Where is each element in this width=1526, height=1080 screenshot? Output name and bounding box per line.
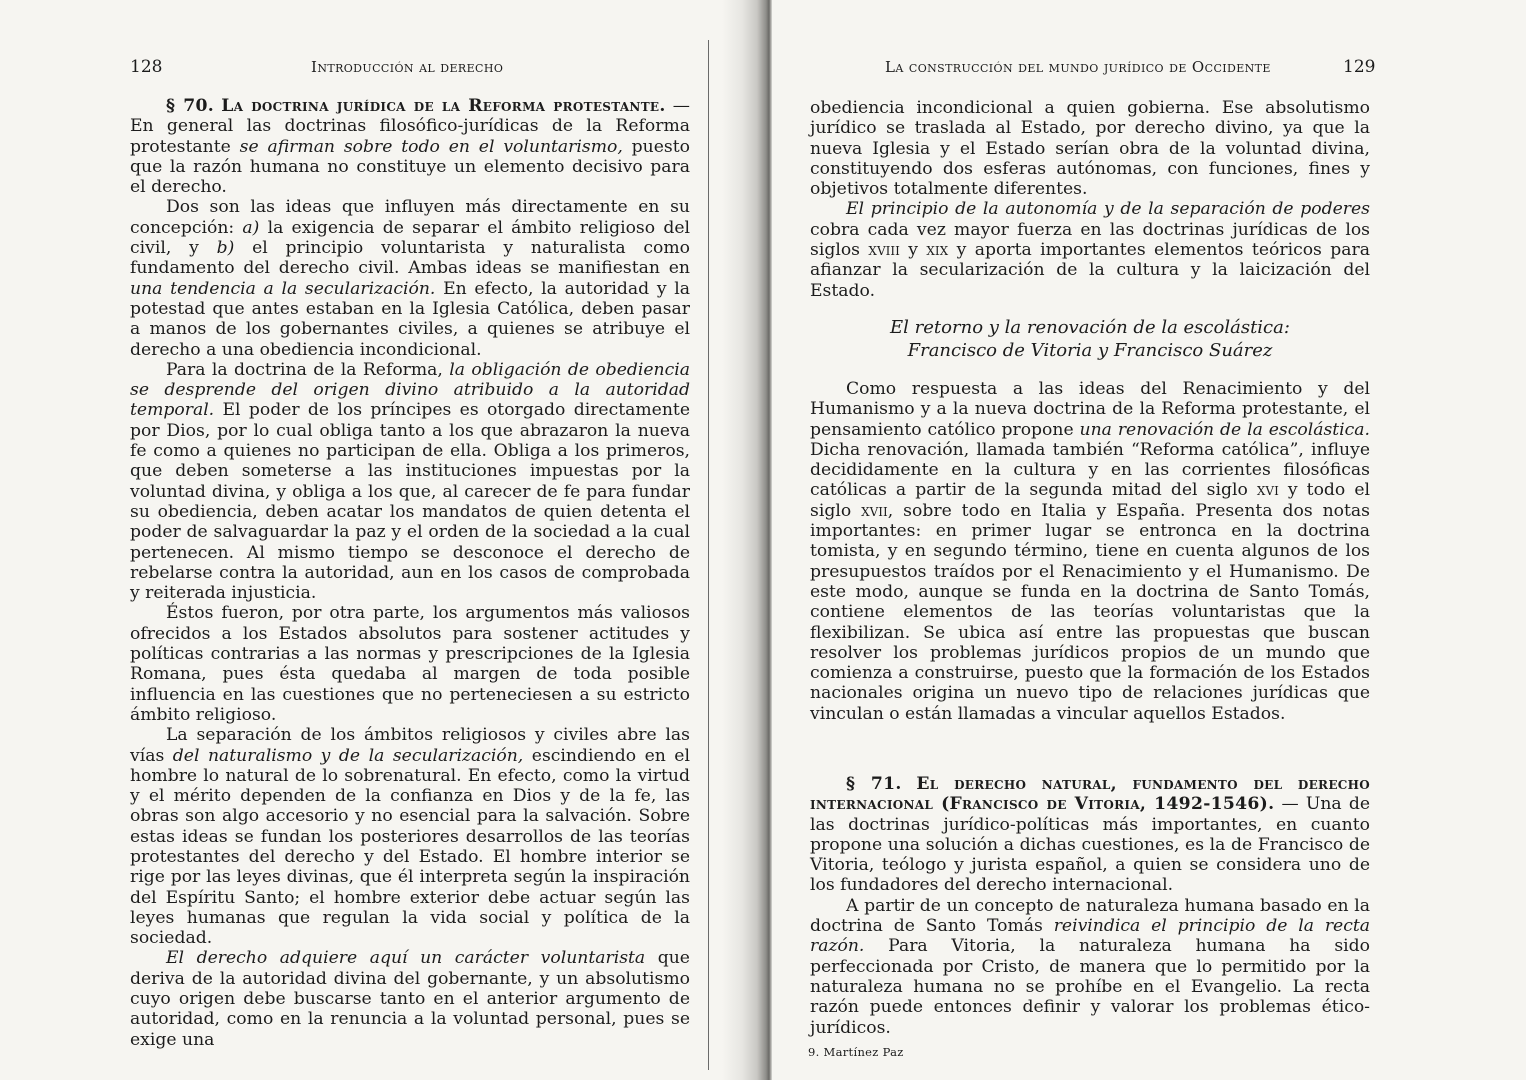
section-71-dash: — [1274,794,1306,815]
right-p3-c: y todo el siglo [810,480,1371,521]
left-p5-em: del naturalismo y de la secularización, [172,745,524,766]
left-p2-a-em: a) [242,217,260,238]
right-p3-a: Como respuesta a las ideas del Renacimiento y del Humanismo y a la nueva doctrina de la Reforma protestante, el pensamiento católico propone [810,379,1370,440]
section-71-text: Una de las doctrinas jurídico-políticas más importantes, en cuanto propone una solución a dichas cuestiones, es la de Francisco de Vitoria, teólogo y jurista español, a quien se considera uno de los fundadores del derecho internacional. [810,794,1370,896]
right-paragraph-1: obediencia incondicional a quien gobierna. Ese absolutismo jurídico se traslada al Estado, por derecho divino, ya que la nueva Iglesia y el Estado serían obra de la voluntad divina, constituyendo dos esferas autónomas, con funciones, fines y objetivos totalmente diferentes. [810,98,1370,200]
left-paragraph-3 [130,360,690,604]
right-paragraph-3 [810,379,1370,724]
right-body-text-top [810,98,1370,301]
section-70-number: § 70. [166,96,215,116]
right-p3-century-17: xvii [861,500,888,521]
section-70-paragraph [130,96,690,197]
right-paragraph-2 [810,199,1370,300]
section-70-text-b: puesto que la razón humana no constituye un elemento decisivo para el derecho. [130,136,690,198]
running-header-left: Introducción al derecho [311,58,504,76]
right-p2-and: y [899,240,927,261]
left-p3-em: la obligación de obediencia se desprende del origen divino atribuido a la autoridad temporal. [130,359,690,421]
left-p5-a: La separación de los ámbitos religiosos y civiles abre las vías [130,725,690,766]
left-p6-em: El derecho adquiere aquí un carácter voluntarista [166,948,646,969]
page-number-left: 128 [130,57,163,77]
right-body-text-middle [810,379,1370,724]
section-71-number: § 71. [846,774,902,794]
left-paragraph-5 [130,725,690,948]
left-body-text [130,96,690,1050]
section-70-text-a: En general las doctrinas filosófico-jurídicas de la Reforma protestante [130,116,690,157]
left-p3-b: El poder de los príncipes es otorgado directamente por Dios, por lo cual obliga tanto a los que abrazaron la nueva fe como a quienes no participan de ella. Obliga a los primeros, que deben someterse a las instituciones impuestas por la voluntad divina, y obliga a los que, al carecer de fe para fundar su obediencia, deben acatar los mandatos de quien detenta el poder de salvaguardar la paz y el orden de la sociedad a la cual pertenecen. Al mismo tiempo se desconoce el derecho de rebelarse contra la autoridad, aun en los casos de comprobada y reiterada injusticia. [130,400,690,604]
page-number-right: 129 [1343,57,1376,77]
left-p5-b: escindiendo en el hombre lo natural de lo sobrenatural. En efecto, como la virtud y el mérito dependen de la confianza en Dios y de la fe, las obras son algo accesorio y no esencial para la salvación. Sobre estas ideas se fundan los posteriores desarrollos de las teorías protestantes del derecho y del Estado. El hombre interior se rige por las leyes divinas, que él interpreta según la inspiración del Espíritu Santo; el hombre exterior debe actuar según las leyes humanas que regulan la vida social y política de la sociedad. [130,745,690,949]
left-p6-b: que deriva de la autoridad divina del gobernante, y un absolutismo cuyo origen debe buscarse tanto en el anterior argumento de autoridad, como en la renuncia a la voluntad personal, pues se exige una [130,948,690,1050]
left-page [0,0,722,1080]
page-footer-signature: 9. Martínez Paz [808,1045,904,1059]
running-header-right: La construcción del mundo jurídico de Occidente [885,58,1271,76]
section-71-paragraph [810,774,1370,896]
subsection-title [810,316,1370,362]
section-70-dash: — [665,96,690,116]
right-p3-d: , sobre todo en Italia y España. Presenta dos notas importantes: en primer lugar se entronca en la doctrina tomista, y en segundo término, tiene en cuenta algunos de los presupuestos traídos por el Renacimiento y el Humanismo. De este modo, aunque se funda en la doctrina de Santo Tomás, contiene elementos de las teorías voluntaristas que la flexibilizan. Se ubica así entre las propuestas que buscan resolver los problemas jurídicos propios de un mundo que comienza a construirse, puesto que la formación de los Estados nacionales origina un nuevo tipo de relaciones jurídicas que vinculan o están llamadas a vincular aquellos Estados. [810,500,1370,724]
gutter-divider [708,40,709,1070]
section-71-title: El derecho natural, fundamento del derecho internacional (Francisco de Vitoria, 1492-1546). [810,774,1371,815]
right-p3-b: Dicha renovación, llamada también “Reforma católica”, influye decididamente en la cultura y en las corrientes filosóficas católicas a partir de la segunda mitad del siglo [810,439,1370,501]
left-p3-a: Para la doctrina de la Reforma, [166,359,450,380]
right-p3-em: una renovación de la escolástica. [1079,419,1370,440]
right-paragraph-5 [810,896,1370,1038]
right-page [772,0,1526,1080]
right-p2-century-18: xviii [868,240,900,261]
right-body-text-bottom [810,774,1370,1038]
left-paragraph-2 [130,197,690,359]
subsection-title-line-2: Francisco de Vitoria y Francisco Suárez [907,340,1273,361]
left-paragraph-6 [130,948,690,1049]
left-paragraph-4: Éstos fueron, por otra parte, los argumentos más valiosos ofrecidos a los Estados absolutos para sostener actitudes y políticas contrarias a las normas y prescripciones de la Iglesia Romana, pues ésta quedaba al margen de toda posible influencia en las cuestiones que no perteneciesen a su estricto ámbito religioso. [130,603,690,725]
subsection-title-line-1: El retorno y la renovación de la escolástica: [890,317,1290,338]
section-70-emphasis: se afirman sobre todo en el voluntarismo, [239,136,623,157]
right-p2-c: y aporta importantes elementos teóricos para afianzar la secularización de la cultura y la laicización del Estado. [810,240,1370,301]
left-p2-c: el principio voluntarista y naturalista como fundamento del derecho civil. Ambas ideas se manifiestan en [130,238,690,279]
right-p2-century-19: xix [926,240,949,261]
book-gutter [722,0,772,1080]
right-p2-em: El principio de la autonomía y de la separación de poderes [846,199,1370,220]
left-p2-b-em: b) [216,238,235,259]
right-p5-a: A partir de un concepto de naturaleza humana basado en la doctrina de Santo Tomás [810,895,1370,937]
section-70-title: La doctrina jurídica de la Reforma protestante. [221,96,666,116]
right-p5-b: Para Vitoria, la naturaleza humana ha sido perfeccionada por Cristo, de manera que lo permitido por la naturaleza humana no se prohíbe en el Evangelio. La recta razón puede entonces definir y valorar los problemas ético-jurídicos. [810,936,1370,1038]
right-p2-b: cobra cada vez mayor fuerza en las doctrinas jurídicas de los siglos [810,219,1370,261]
left-p2-em: una tendencia a la secularización. [130,278,436,299]
left-p2-a: Dos son las ideas que influyen más directamente en su concepción: [130,197,690,238]
left-p2-b: la exigencia de separar el ámbito religioso del civil, y [130,217,690,259]
right-p3-century-16: xvi [1256,480,1279,501]
right-p5-em: reivindica el principio de la recta razón. [810,916,1370,957]
left-p2-d: En efecto, la autoridad y la potestad que antes estaban en la Iglesia Católica, deben pasar a manos de los gobernantes civiles, a quienes se atribuye el derecho a una obediencia incondicional. [130,278,690,360]
